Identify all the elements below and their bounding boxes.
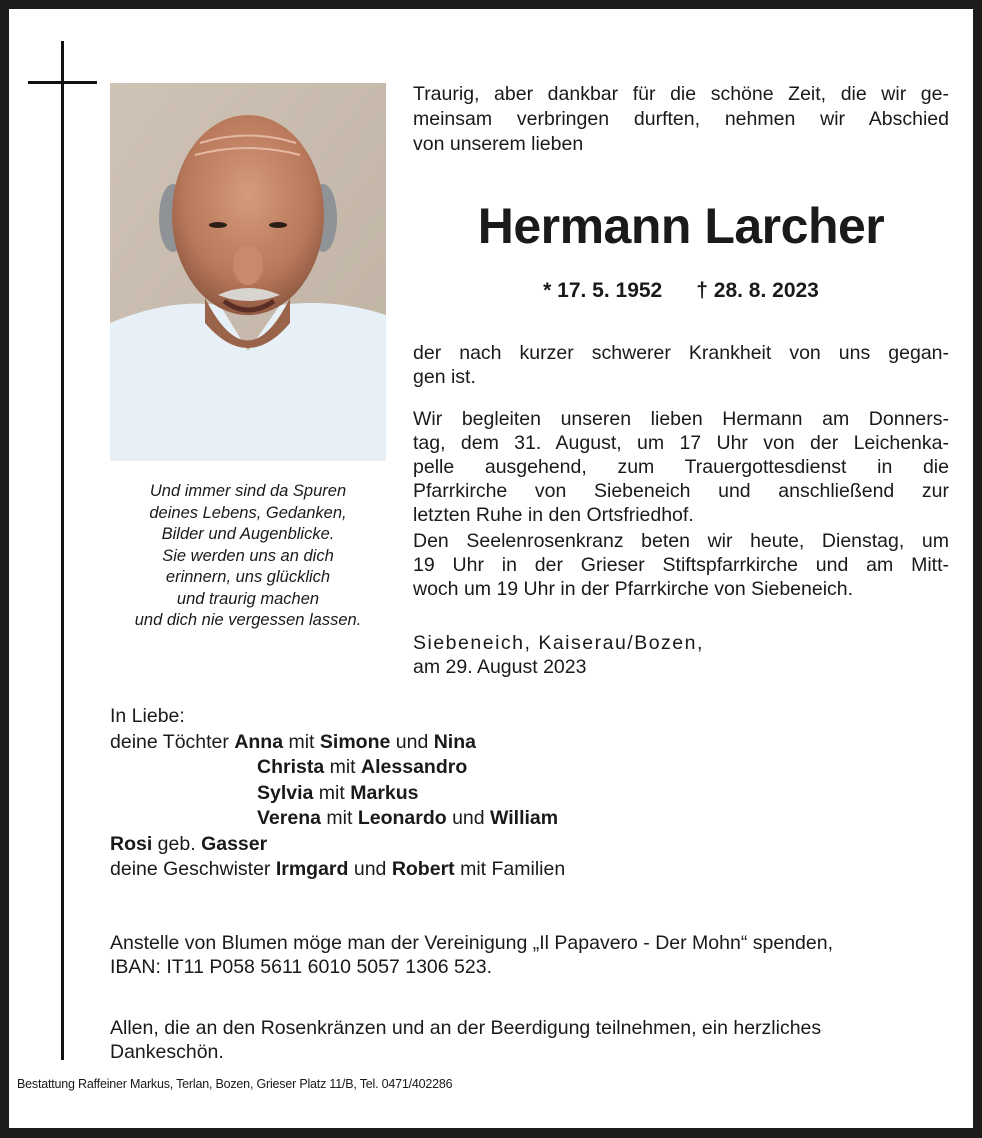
passing-text [413, 341, 949, 389]
family-row [110, 806, 565, 832]
family-member-name: Anna [234, 730, 284, 753]
family-member-name: Alessandro [361, 756, 468, 778]
family-member-name: Sylvia [257, 781, 314, 804]
poem-line: Sie werden uns an dich [162, 546, 334, 565]
rosary-line: 19 Uhr in der Grieser Stiftspfarrkirche und am Mitt- [413, 554, 949, 576]
family-member-name: Simone [319, 730, 391, 753]
family-connector: mit [283, 730, 320, 753]
family-member-name: Irmgard [275, 858, 349, 880]
life-dates [413, 278, 949, 304]
family-member-name: Verena [257, 807, 321, 829]
memorial-poem [110, 481, 386, 632]
family-connector: und [446, 807, 491, 829]
family-member-name: Gasser [201, 832, 268, 855]
family-connector: mit [324, 756, 362, 778]
intro-line: Traurig, aber dankbar für die schöne Zeit, die wir ge- [413, 83, 949, 105]
thanks-line: Dankeschön. [110, 1041, 224, 1063]
family-member-name: Markus [350, 781, 419, 804]
family-connector: mit [313, 781, 351, 804]
deceased-name: Hermann Larcher [477, 198, 885, 254]
cross-icon-bar [28, 81, 97, 84]
family-row [110, 781, 565, 807]
family-connector: geb. [152, 832, 202, 855]
intro-line: meinsam verbringen durften, nehmen wir Abschied [413, 108, 949, 130]
donation-request [110, 931, 950, 979]
donation-line: Anstelle von Blumen möge man der Vereinigung „Il Papavero - Der Mohn“ spenden, [110, 932, 833, 954]
family-member-name: Nina [433, 730, 476, 753]
poem-line: Und immer sind da Spuren [149, 482, 347, 500]
thanks-line: Allen, die an den Rosenkränzen und an der Beerdigung teilnehmen, ein herzliches [110, 1017, 822, 1039]
poem-line: und dich nie vergessen lassen. [134, 611, 362, 629]
poem-line: Bilder und Augenblicke. [161, 525, 335, 543]
birth-date: * 17. 5. 1952 [543, 279, 663, 302]
family-member-name: William [490, 807, 559, 829]
thanks-text [110, 1016, 950, 1064]
family-relation: deine Geschwister [110, 858, 276, 880]
poem-line: erinnern, uns glücklich [165, 568, 331, 586]
portrait-photo [110, 83, 386, 461]
portrait-illustration [110, 83, 386, 461]
rosary-text [413, 529, 949, 601]
notice-date: am 29. August 2023 [413, 656, 587, 678]
place-and-date [413, 631, 949, 679]
passing-line: der nach kurzer schwerer Krankheit von uns gegan- [413, 342, 949, 364]
funeral-line: Wir begleiten unseren lieben Hermann am Donners- [413, 408, 949, 430]
family-member-name: Christa [257, 756, 325, 778]
family-member-name: Robert [391, 858, 455, 880]
family-connector: mit [320, 807, 358, 829]
family-relation: deine Töchter [110, 730, 235, 753]
family-connector: und [348, 858, 392, 880]
family-member-name: Rosi [110, 832, 153, 855]
cross-icon [61, 41, 64, 1060]
iban-line: IBAN: IT11 P058 5611 6010 5057 1306 523. [110, 956, 492, 978]
intro-line: von unserem lieben [413, 133, 584, 155]
poem-line: und traurig machen [176, 589, 320, 608]
obituary-notice [9, 9, 973, 1128]
family-row [110, 755, 565, 781]
funeral-line: pelle ausgehend, zum Trauergottesdienst in die [413, 456, 949, 478]
family-row [110, 857, 565, 883]
family-row [110, 730, 565, 756]
place: Siebeneich, Kaiserau/Bozen, [413, 632, 704, 654]
passing-line: gen ist. [413, 366, 476, 388]
family-connector: mit Familien [454, 858, 566, 880]
family-member-name: Leonardo [357, 807, 447, 829]
rosary-line: Den Seelenrosenkranz beten wir heute, Dienstag, um [413, 530, 949, 552]
funeral-line: Pfarrkirche von Siebeneich und anschließend zur [413, 480, 949, 502]
poem-line: deines Lebens, Gedanken, [149, 503, 347, 522]
family-row [110, 832, 565, 858]
death-date: † 28. 8. 2023 [696, 279, 819, 302]
funeral-text [413, 407, 949, 527]
funeral-line: tag, dem 31. August, um 17 Uhr von der Leichenka- [413, 432, 949, 454]
funeral-home-footer: Bestattung Raffeiner Markus, Terlan, Bozen, Grieser Platz 11/B, Tel. 0471/402286 [17, 1077, 453, 1091]
family-list [110, 704, 565, 883]
intro-text [413, 82, 949, 157]
family-heading: In Liebe: [110, 705, 185, 727]
family-connector: und [390, 730, 434, 753]
funeral-line: letzten Ruhe in den Ortsfriedhof. [413, 504, 694, 526]
rosary-line: woch um 19 Uhr in der Pfarrkirche von Siebeneich. [413, 578, 854, 600]
